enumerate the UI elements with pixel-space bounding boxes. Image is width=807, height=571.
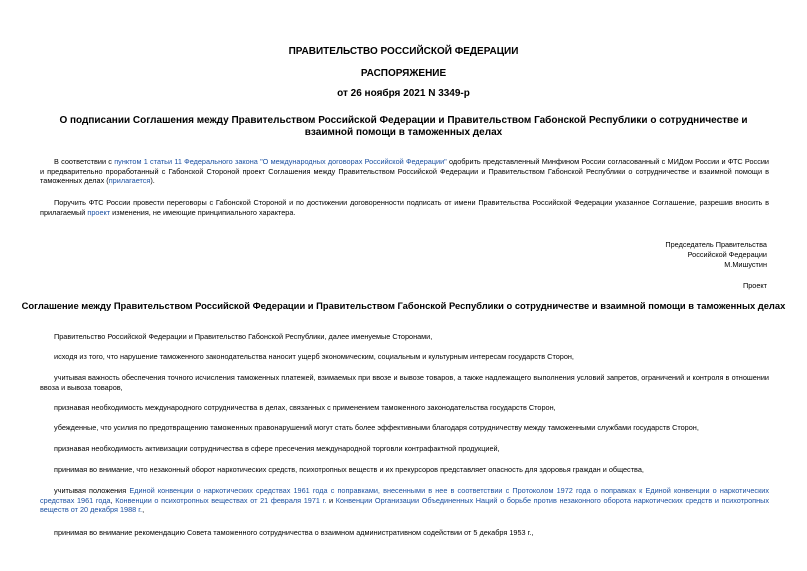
law-article-link[interactable]: пунктом 1 статьи 11 Федерального закона "О международных договорах Российской Федерации" xyxy=(114,157,447,166)
agreement-paragraph-8-text-d: , xyxy=(142,505,145,514)
paragraph-1-text-b: одобрить представленный Минфином России согласованный с МИДом России и ФТС России и предварительно проработанный с Габонской Стороной проект Соглашения между Правительством Российской Федерации и Правительством Габонской Республики о сотрудничестве и взаимной помощи в таможенных делах ( xyxy=(40,157,769,185)
signature-line-1: Председатель Правительства xyxy=(665,240,767,249)
agreement-paragraph-7: принимая во внимание, что незаконный оборот наркотических средств, психотропных веществ и их прекурсоров представляет опасность для здоровья граждан и общества, xyxy=(54,465,644,474)
agreement-title: Соглашение между Правительством Российской Федерации и Правительством Габонской Республики о сотрудничестве и взаимной помощи в таможенных делах xyxy=(21,300,786,311)
paragraph-2 xyxy=(40,198,769,217)
attachment-link[interactable]: прилагается xyxy=(108,176,151,185)
single-convention-link[interactable]: Единой конвенции о наркотических средствах 1961 года с поправками, внесенными в нее в соответствии с Протоколом 1972 года о поправках к Единой конвенции о наркотических средствах 1961 года xyxy=(40,486,769,505)
agreement-paragraph-9: принимая во внимание рекомендацию Совета таможенного сотрудничества о взаимном административном содействии от 5 декабря 1953 г., xyxy=(54,528,534,537)
paragraph-1-text-a: В соответствии с xyxy=(54,157,115,166)
doc-type-heading: РАСПОРЯЖЕНИЕ xyxy=(360,68,447,79)
agreement-paragraph-8 xyxy=(40,486,769,515)
date-number: от 26 ноября 2021 N 3349-р xyxy=(337,88,470,99)
agreement-paragraph-6: признавая необходимость активизации сотрудничества в сфере пресечения международной торговли контрафактной продукцией, xyxy=(54,444,500,453)
psychotropic-convention-link[interactable]: Конвенции о психотропных веществах от 21 февраля 1971 г. xyxy=(115,495,327,505)
paragraph-1 xyxy=(40,157,769,186)
agreement-paragraph-4: признавая необходимость международного сотрудничества в делах, связанных с применением таможенного законодательства государств Сторон, xyxy=(54,403,556,412)
project-link[interactable]: проект xyxy=(87,207,111,217)
signature-name: М.Мишустин xyxy=(724,260,767,269)
project-label: Проект xyxy=(742,281,767,290)
agreement-paragraph-8-text-b: , xyxy=(110,495,116,505)
signature-line-2: Российской Федерации xyxy=(687,250,767,259)
agreement-paragraph-1: Правительство Российской Федерации и Правительство Габонской Республики, далее именуемые Сторонами, xyxy=(54,332,433,341)
order-title: О подписании Соглашения между Правительством Российской Федерации и Правительством Габонской Республики о сотрудничестве и взаимной помощи в таможенных делах xyxy=(59,115,748,138)
agreement-paragraph-2: исходя из того, что нарушение таможенного законодательства наносит ущерб экономическим, социальным и культурным интересам государств Сторон, xyxy=(54,352,574,361)
agreement-paragraph-8-text-c: и xyxy=(326,495,336,505)
paragraph-2-text-b: изменения, не имеющие принципиального характера. xyxy=(110,207,296,217)
paragraph-1-text-c: ). xyxy=(150,176,155,185)
agreement-paragraph-5: убежденные, что усилия по предотвращению таможенных правонарушений могут стать более эффективными благодаря сотрудничеству между таможенными службами государств Сторон, xyxy=(54,423,699,432)
agreement-paragraph-8-text-a: учитывая положения xyxy=(54,486,130,495)
government-heading: ПРАВИТЕЛЬСТВО РОССИЙСКОЙ ФЕДЕРАЦИИ xyxy=(288,46,519,57)
paragraph-2-text-a: Поручить ФТС России провести переговоры с Габонской Стороной и по достижении договоренности подписать от имени Правительства Российской Федерации указанное Соглашение, разрешив вносить в прилагаемый xyxy=(40,198,769,217)
un-convention-link[interactable]: Конвенции Организации Объединенных Наций о борьбе против незаконного оборота наркотических средств и психотропных веществ от 20 декабря 1988 г. xyxy=(40,495,770,514)
agreement-paragraph-3: учитывая важность обеспечения точного исчисления таможенных платежей, взимаемых при ввозе и вывозе товаров, а также надлежащего выполнения условий запретов, ограничений и контроля в отношении ввоза и вывоза товаров, xyxy=(40,373,769,392)
